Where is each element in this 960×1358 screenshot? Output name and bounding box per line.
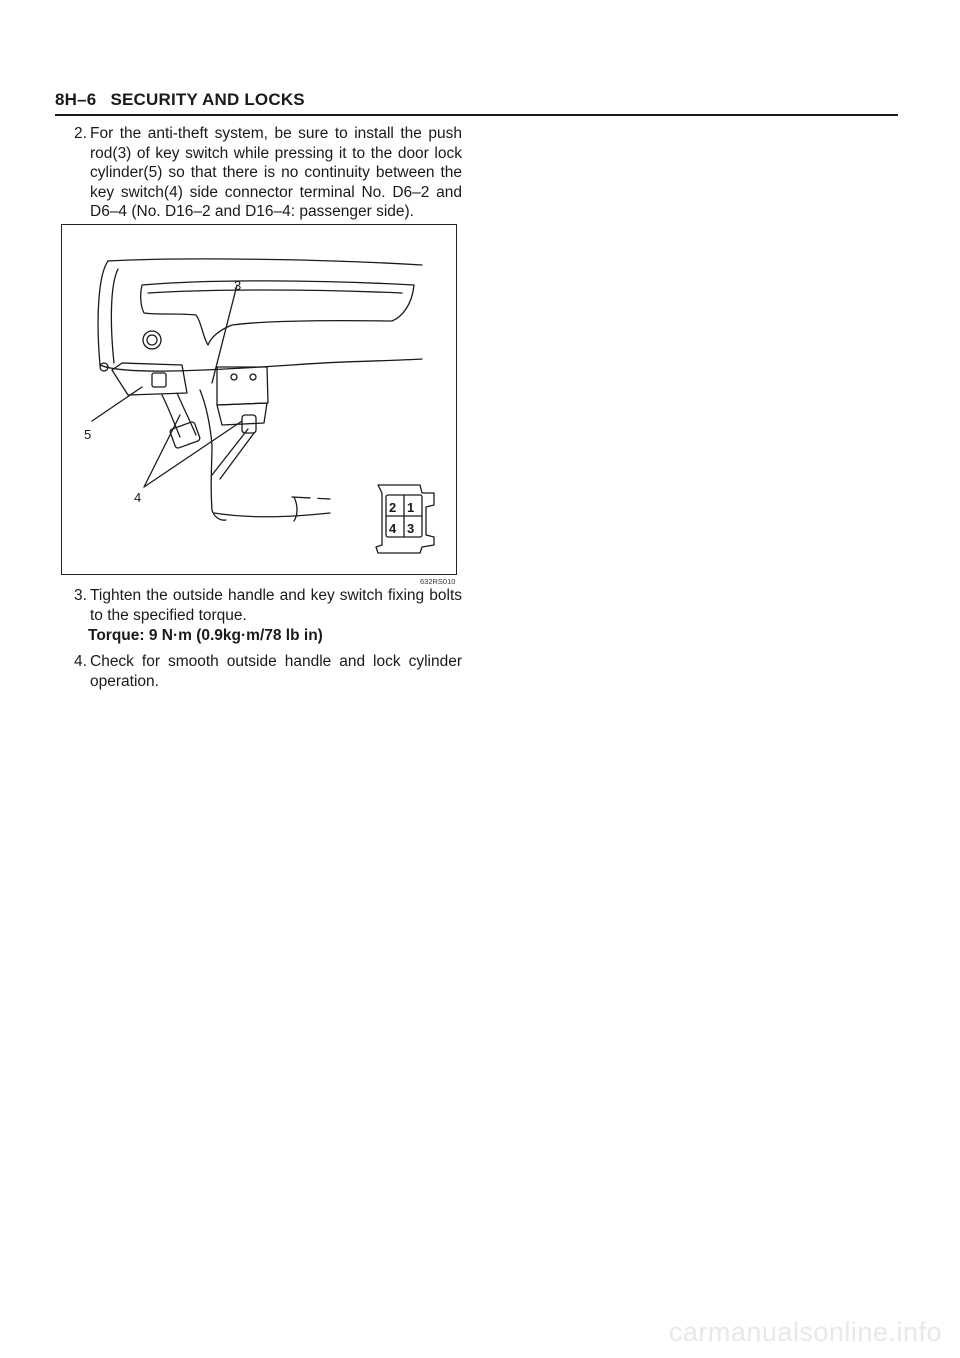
step-number: 4. [74, 653, 87, 670]
key-switch-body [217, 367, 268, 405]
callout-3: 3 [234, 278, 242, 293]
header-rule [55, 114, 898, 116]
step-4 [74, 652, 462, 691]
step-text: Check for smooth outside handle and lock cylinder operation. [90, 653, 462, 690]
page-code: 8H–6 [55, 90, 97, 109]
step-number: 2. [74, 125, 87, 142]
pin-4: 4 [389, 521, 397, 536]
step-text: Tighten the outside handle and key switch fixing bolts to the specified torque. [90, 587, 462, 624]
figure-code: 632RS010 [420, 577, 456, 586]
watermark: carmanualsonline.info [668, 1317, 942, 1347]
step-number: 3. [74, 587, 87, 604]
leader-4a [144, 415, 180, 487]
callout-5: 5 [84, 427, 92, 442]
pin-3: 3 [407, 521, 415, 536]
leader-5 [92, 387, 142, 421]
pin-2: 2 [389, 500, 397, 515]
pin-1: 1 [407, 500, 415, 515]
door-handle-illustration [62, 225, 457, 575]
step-text: For the anti-theft system, be sure to install the push rod(3) of key switch while pressing it to the door lock cylinder(5) so that there is no continuity between the key switch(4) side connector terminal No. D6–2 and D6–4 (No. D16–2 and D16–4: passenger side). [90, 125, 462, 220]
step-2 [74, 124, 462, 222]
key-switch-figure [61, 224, 457, 575]
lock-cylinder [112, 363, 187, 395]
torque-spec: Torque: 9 N·m (0.9kg·m/78 lb in) [88, 627, 323, 644]
lock-cylinder-face [143, 331, 161, 349]
callout-4: 4 [134, 490, 142, 505]
step-3 [74, 586, 462, 625]
section-title: SECURITY AND LOCKS [110, 90, 305, 109]
handle-outline-top [98, 259, 422, 365]
page-header [55, 90, 305, 110]
leader-4b [144, 421, 242, 487]
